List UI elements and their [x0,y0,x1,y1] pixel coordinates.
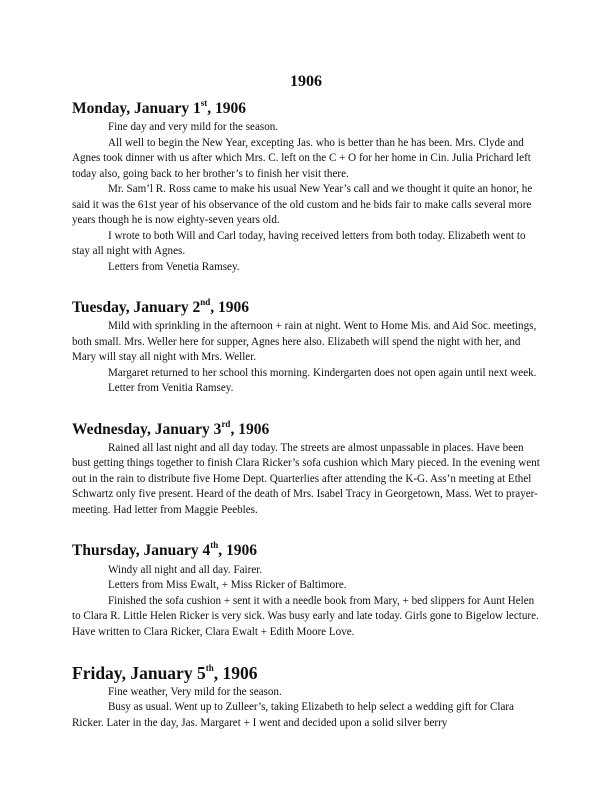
entry-paragraph: Windy all night and all day. Fairer. [108,563,263,576]
entry-day: Friday, January 5 [72,662,206,683]
entry-heading [72,94,540,119]
entry-ordinal: rd [221,418,231,429]
entry-ordinal: th [205,663,214,674]
page-year-title: 1906 [290,73,322,90]
entry-year: , 1906 [213,662,258,683]
entry-day: Thursday, January 4 [72,542,211,560]
entry-ordinal: nd [200,297,211,308]
entry-year: , 1906 [230,420,270,438]
entry-paragraph: Margaret returned to her school this morning. Kindergarten does not open again until next week. [108,366,537,379]
entry-paragraph: Busy as usual. Went up to Zulleer’s, taking Elizabeth to help select a wedding gift for Clara Ricker. Later in the day, Jas. Margaret + I went and decided upon a solid silver berry [72,701,514,729]
entry-paragraph: Finished the sofa cushion + sent it with a needle book from Mary, + bed slippers for Aunt Helen to Clara R. Little Helen Ricker is very sick. Was busy early and late today. Girls gone to Bigelow lecture. Have written to Clara Ricker, Clara Ewalt + Edith Moore Love. [72,594,539,638]
entry-paragraph: Rained all last night and all day today. The streets are almost unpassable in places. Have been bust getting things together to finish Clara Ricker’s sofa cushion which Mary pieced. In the evening went out in the rain to distribute five Home Dept. Quarterlies after attending the K-G. Ass’n meeting at Ethel Schwartz only five present. Heard of the death of Mrs. Isabel Tracy in Georgetown, Mass. Wet to prayer-meeting. Had letter from Maggie Peebles. [72,441,540,516]
entry-heading [72,415,540,440]
entry-day: Tuesday, January 2 [72,299,201,317]
entry-paragraph: I wrote to both Will and Carl today, having received letters from both today. Elizabeth went to stay all night with Agnes. [72,229,526,258]
entry-year: , 1906 [210,299,249,317]
entry-paragraph: All well to begin the New Year, excepting Jas. who is better than he has been. Mrs. Clyde and Agnes took dinner with us after which Mrs. C. left on the C + O for her home in Cin. Julia Prichard left today also, going back to her brother’s to finish her visit there. [72,136,531,180]
entry-year: , 1906 [218,542,258,560]
entry-paragraph: Mild with sprinkling in the afternoon + rain at night. Went to Home Mis. and Aid Soc. meetings, both small. Mrs. Weller here for supper, Agnes here also. Elizabeth will spend the night with her, and Mary will stay all night with Mrs. Weller. [72,320,537,364]
entry-ordinal: th [210,540,219,551]
diary-entry-jan-3 [72,415,540,519]
diary-entry-jan-1 [72,94,540,275]
diary-entry-jan-4 [72,536,540,640]
diary-entry-jan-2 [72,293,540,397]
entry-heading [72,536,540,561]
entry-ordinal: st [200,98,208,108]
entry-paragraph: Letter from Venitia Ramsey. [108,382,234,395]
entry-paragraph: Fine weather, Very mild for the season. [108,685,282,698]
entry-heading [72,658,540,684]
entry-paragraph: Letters from Venetia Ramsey. [108,260,240,273]
diary-entry-jan-5 [72,658,540,731]
entry-heading [72,293,540,318]
entry-year: , 1906 [207,100,247,118]
diary-page [72,72,540,749]
entry-day: Wednesday, January 3 [72,420,222,438]
entry-paragraph: Fine day and very mild for the season. [108,121,279,134]
entry-paragraph: Letters from Miss Ewalt, + Miss Ricker of Baltimore. [108,579,347,592]
entry-day: Monday, January 1 [72,100,201,118]
entry-paragraph: Mr. Sam’l R. Ross came to make his usual New Year’s call and we thought it quite an honor, he said it was the 61st year of his observance of the old custom and he bids fair to make calls several more years though he is now eighty-seven years old. [72,183,533,227]
